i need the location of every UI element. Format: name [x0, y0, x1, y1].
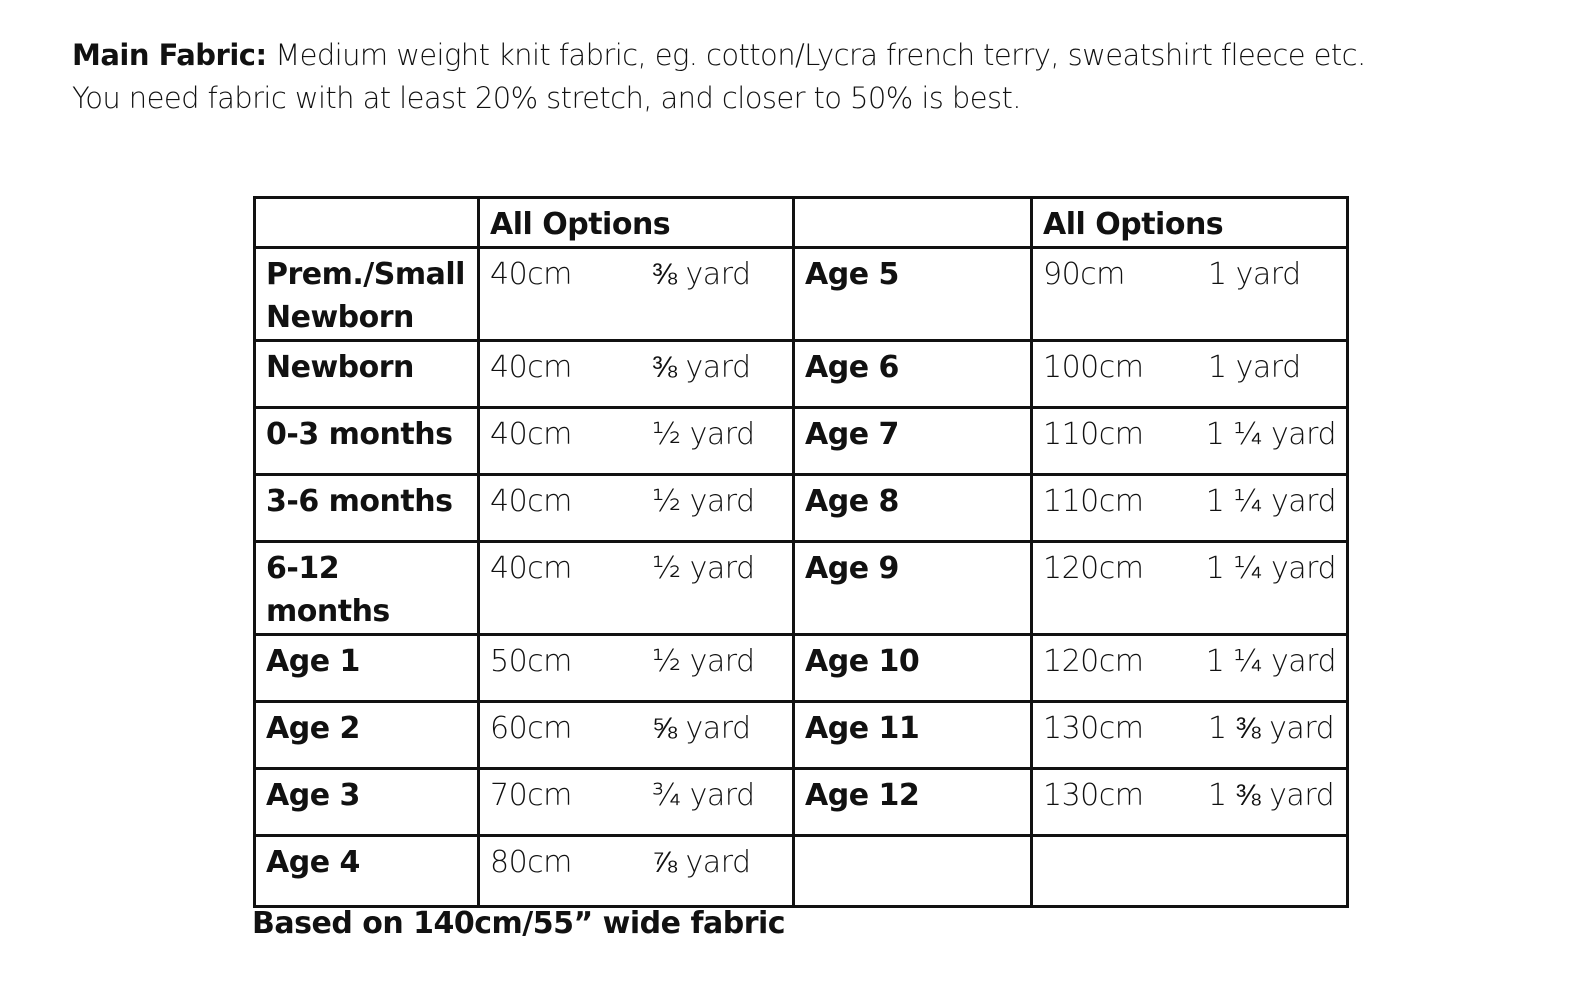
- measurement-pair: [1043, 346, 1336, 389]
- measurement-cell-right: [1032, 341, 1348, 408]
- measurement-pair: [490, 253, 782, 296]
- size-label-right: Age 11: [794, 702, 1032, 769]
- size-label-left: 3-6 months: [255, 475, 479, 542]
- measurement-cell-left: [479, 341, 794, 408]
- measurement-pair: [490, 707, 782, 750]
- measurement-pair: [1043, 774, 1336, 817]
- fabric-width-footnote: Based on 140cm/55” wide fabric: [252, 906, 786, 941]
- table-row: [255, 635, 1348, 702]
- measurement-pair: [1043, 707, 1336, 750]
- measurement-cell-left: [479, 408, 794, 475]
- size-label-right: Age 8: [794, 475, 1032, 542]
- imperial-length: 1 yard: [1208, 257, 1301, 292]
- size-label-right: Age 6: [794, 341, 1032, 408]
- size-label-right: [794, 836, 1032, 907]
- imperial-length: ¾ yard: [652, 778, 755, 813]
- table-row: [255, 542, 1348, 635]
- metric-length: 40cm: [490, 484, 572, 519]
- fabric-requirements-table: [253, 196, 1349, 908]
- intro-line-1-text: Medium weight knit fabric, eg. cotton/Lycra french terry, sweatshirt fleece etc.: [266, 38, 1366, 72]
- header-size-cell-right: [794, 198, 1032, 248]
- imperial-length: 1 ¼ yard: [1205, 484, 1336, 519]
- measurement-cell-left: [479, 635, 794, 702]
- metric-length: 40cm: [490, 551, 572, 586]
- size-label-left: Newborn: [255, 341, 479, 408]
- size-label-right: Age 7: [794, 408, 1032, 475]
- measurement-cell-left: [479, 542, 794, 635]
- size-label-right: Age 9: [794, 542, 1032, 635]
- imperial-length: 1 ¼ yard: [1205, 417, 1336, 452]
- measurement-pair: [490, 841, 782, 884]
- measurement-pair: [490, 480, 782, 523]
- table-row: [255, 475, 1348, 542]
- imperial-length: 1 ¼ yard: [1205, 644, 1336, 679]
- imperial-length: 1 ⅜ yard: [1208, 711, 1335, 746]
- size-label-left: 0-3 months: [255, 408, 479, 475]
- size-label-left: Prem./Small Newborn: [255, 248, 479, 341]
- size-label-left: Age 1: [255, 635, 479, 702]
- imperial-length: 1 ¼ yard: [1205, 551, 1336, 586]
- imperial-length: ⅜ yard: [652, 257, 751, 292]
- table-header-row: [255, 198, 1348, 248]
- measurement-pair: [1043, 547, 1336, 590]
- measurement-cell-right: [1032, 702, 1348, 769]
- imperial-length: ⅞ yard: [652, 845, 751, 880]
- intro-lead-label: Main Fabric:: [72, 38, 267, 72]
- size-label-right: Age 5: [794, 248, 1032, 341]
- header-size-cell-left: [255, 198, 479, 248]
- metric-length: 130cm: [1043, 778, 1144, 813]
- intro-line-2: You need fabric with at least 20% stretch, and closer to 50% is best.: [72, 81, 1021, 115]
- metric-length: 120cm: [1043, 551, 1144, 586]
- metric-length: 110cm: [1043, 417, 1144, 452]
- measurement-pair: [1043, 413, 1336, 456]
- size-label-left: Age 3: [255, 769, 479, 836]
- table-row: [255, 769, 1348, 836]
- metric-length: 40cm: [490, 350, 572, 385]
- measurement-cell-right: [1032, 248, 1348, 341]
- measurement-cell-right: [1032, 836, 1348, 907]
- imperial-length: ½ yard: [652, 644, 755, 679]
- size-label-left: Age 2: [255, 702, 479, 769]
- imperial-length: ⅝ yard: [652, 711, 751, 746]
- metric-length: 100cm: [1043, 350, 1144, 385]
- header-all-options-left: All Options: [479, 198, 794, 248]
- table-row: [255, 248, 1348, 341]
- imperial-length: ½ yard: [652, 551, 755, 586]
- measurement-pair: [1043, 640, 1336, 683]
- measurement-cell-right: [1032, 769, 1348, 836]
- metric-length: 50cm: [490, 644, 572, 679]
- measurement-cell-right: [1032, 542, 1348, 635]
- measurement-pair: [490, 346, 782, 389]
- size-label-left: 6-12 months: [255, 542, 479, 635]
- measurement-pair: [1043, 253, 1336, 296]
- measurement-cell-left: [479, 702, 794, 769]
- measurement-pair: [490, 547, 782, 590]
- metric-length: 60cm: [490, 711, 572, 746]
- measurement-cell-right: [1032, 475, 1348, 542]
- metric-length: 130cm: [1043, 711, 1144, 746]
- imperial-length: 1 ⅜ yard: [1208, 778, 1335, 813]
- table-row: [255, 341, 1348, 408]
- metric-length: 40cm: [490, 417, 572, 452]
- table-row: [255, 836, 1348, 907]
- measurement-cell-right: [1032, 408, 1348, 475]
- intro-line-1: [72, 34, 1552, 77]
- measurement-cell-left: [479, 248, 794, 341]
- measurement-cell-left: [479, 769, 794, 836]
- table-row: [255, 702, 1348, 769]
- fabric-intro: [72, 34, 1552, 120]
- metric-length: 90cm: [1043, 257, 1125, 292]
- metric-length: 80cm: [490, 845, 572, 880]
- measurement-pair: [490, 774, 782, 817]
- imperial-length: 1 yard: [1208, 350, 1301, 385]
- imperial-length: ½ yard: [652, 417, 755, 452]
- measurement-pair: [1043, 480, 1336, 523]
- measurement-cell-right: [1032, 635, 1348, 702]
- measurement-cell-left: [479, 836, 794, 907]
- imperial-length: ⅜ yard: [652, 350, 751, 385]
- imperial-length: ½ yard: [652, 484, 755, 519]
- measurement-pair: [490, 640, 782, 683]
- size-label-right: Age 10: [794, 635, 1032, 702]
- table-row: [255, 408, 1348, 475]
- measurement-pair: [490, 413, 782, 456]
- metric-length: 70cm: [490, 778, 572, 813]
- measurement-cell-left: [479, 475, 794, 542]
- metric-length: 110cm: [1043, 484, 1144, 519]
- metric-length: 40cm: [490, 257, 572, 292]
- size-label-right: Age 12: [794, 769, 1032, 836]
- metric-length: 120cm: [1043, 644, 1144, 679]
- size-label-left: Age 4: [255, 836, 479, 907]
- header-all-options-right: All Options: [1032, 198, 1348, 248]
